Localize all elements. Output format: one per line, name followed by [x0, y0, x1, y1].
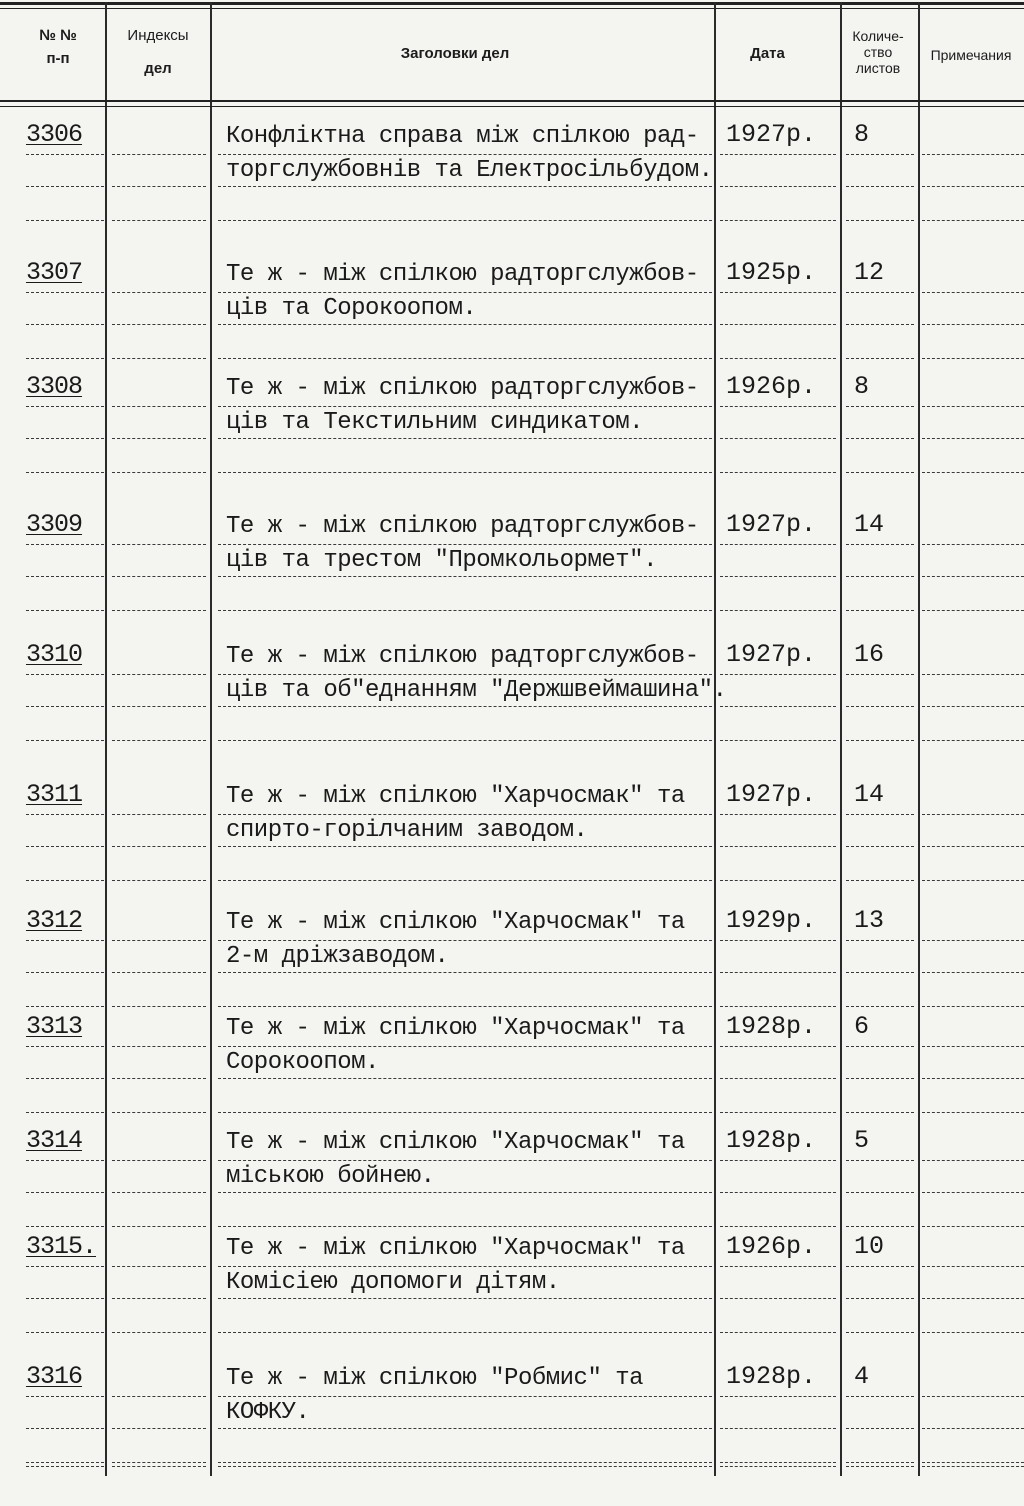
row-rule — [26, 220, 104, 222]
row-rule — [846, 1078, 914, 1080]
row-rule — [720, 220, 836, 222]
row-rule — [218, 1466, 712, 1468]
row-rule — [922, 1466, 1024, 1468]
row-rule — [720, 358, 836, 360]
row-rule — [720, 1226, 836, 1228]
row-rule — [26, 1332, 104, 1334]
row-rule — [112, 154, 206, 156]
row-rule — [26, 358, 104, 360]
row-rule — [846, 814, 914, 816]
row-rule — [922, 1160, 1024, 1162]
sheet-count: 5 — [854, 1126, 870, 1155]
row-rule — [720, 1266, 836, 1268]
case-title — [226, 510, 726, 578]
header-title: Заголовки дел — [400, 45, 510, 62]
row-rule — [846, 1266, 914, 1268]
row-rule — [112, 438, 206, 440]
row-rule — [112, 1428, 206, 1430]
row-rule — [720, 972, 836, 974]
case-title-line-2: спирто-горiлчаним заводом. — [226, 817, 588, 844]
sheet-count: 16 — [854, 640, 885, 669]
row-rule — [922, 880, 1024, 882]
case-date: 1926р. — [726, 1232, 817, 1261]
row-rule — [218, 1332, 712, 1334]
row-rule — [846, 154, 914, 156]
row-rule — [218, 1462, 712, 1464]
case-title — [226, 1362, 726, 1430]
row-rule — [922, 358, 1024, 360]
case-title — [226, 258, 726, 326]
row-rule — [922, 846, 1024, 848]
row-rule — [26, 706, 104, 708]
row-rule — [922, 1046, 1024, 1048]
case-date: 1927р. — [726, 780, 817, 809]
row-rule — [846, 406, 914, 408]
row-rule — [720, 1112, 836, 1114]
row-rule — [218, 610, 712, 612]
row-rule — [26, 610, 104, 612]
case-title-line-2: Сорокоопом. — [226, 1049, 379, 1076]
row-rule — [720, 940, 836, 942]
row-rule — [112, 740, 206, 742]
row-rule — [26, 814, 104, 816]
row-rule — [846, 472, 914, 474]
row-rule — [846, 1192, 914, 1194]
case-date: 1925р. — [726, 258, 817, 287]
row-rule — [26, 1428, 104, 1430]
case-date: 1927р. — [726, 510, 817, 539]
case-number: 3308 — [26, 372, 83, 401]
row-rule — [720, 1396, 836, 1398]
row-rule — [922, 186, 1024, 188]
row-rule — [846, 1006, 914, 1008]
row-rule — [26, 292, 104, 294]
sheet-count: 12 — [854, 258, 885, 287]
sheet-count: 8 — [854, 120, 870, 149]
row-rule — [846, 1462, 914, 1464]
row-rule — [720, 1428, 836, 1430]
case-title-line-1: Те ж - мiж спiлкою радторгслужбов- — [226, 513, 699, 540]
case-title-line-1: Те ж - мiж спiлкою радторгслужбов- — [226, 375, 699, 402]
row-rule — [720, 740, 836, 742]
row-rule — [26, 940, 104, 942]
case-title-line-2: Комiсiею допомоги дiтям. — [226, 1269, 560, 1296]
row-rule — [720, 544, 836, 546]
row-rule — [922, 674, 1024, 676]
row-rule — [720, 1466, 836, 1468]
sheet-count: 8 — [854, 372, 870, 401]
row-rule — [846, 220, 914, 222]
row-rule — [218, 220, 712, 222]
case-title-line-2: цiв та Сорокоопом. — [226, 295, 477, 322]
row-rule — [720, 1462, 836, 1464]
row-rule — [26, 186, 104, 188]
case-number: 3310 — [26, 640, 83, 669]
case-date: 1928р. — [726, 1126, 817, 1155]
row-rule — [112, 846, 206, 848]
row-rule — [112, 674, 206, 676]
row-rule — [846, 1226, 914, 1228]
row-rule — [112, 1192, 206, 1194]
row-rule — [846, 1160, 914, 1162]
row-rule — [720, 1006, 836, 1008]
header-notes: Примечания — [930, 47, 1012, 63]
row-rule — [26, 740, 104, 742]
case-number: 3316 — [26, 1362, 83, 1391]
row-rule — [218, 1112, 712, 1114]
row-rule — [112, 472, 206, 474]
sheet-count: 4 — [854, 1362, 870, 1391]
row-rule — [26, 472, 104, 474]
row-rule — [26, 1192, 104, 1194]
case-title — [226, 1012, 726, 1080]
case-title-line-1: Те ж - мiж спiлкою радторгслужбов- — [226, 643, 699, 670]
row-rule — [846, 846, 914, 848]
row-rule — [720, 154, 836, 156]
case-title — [226, 120, 726, 188]
row-rule — [922, 406, 1024, 408]
row-rule — [846, 674, 914, 676]
row-rule — [26, 406, 104, 408]
row-rule — [922, 576, 1024, 578]
row-rule — [112, 610, 206, 612]
row-rule — [26, 1396, 104, 1398]
row-rule — [922, 220, 1024, 222]
case-title-line-1: Те ж - мiж спiлкою радторгслужбов- — [226, 261, 699, 288]
row-rule — [720, 406, 836, 408]
row-rule — [720, 674, 836, 676]
row-rule — [26, 1046, 104, 1048]
case-date: 1927р. — [726, 120, 817, 149]
case-title-line-1: Конфлiктна справа мiж спiлкою рад- — [226, 123, 699, 150]
row-rule — [26, 438, 104, 440]
row-rule — [26, 1078, 104, 1080]
row-rule — [26, 1006, 104, 1008]
row-rule — [112, 1046, 206, 1048]
row-rule — [112, 972, 206, 974]
top-border — [0, 2, 1024, 5]
row-rule — [846, 880, 914, 882]
row-rule — [922, 610, 1024, 612]
row-rule — [218, 740, 712, 742]
row-rule — [112, 1298, 206, 1300]
case-date: 1928р. — [726, 1362, 817, 1391]
row-rule — [922, 1332, 1024, 1334]
row-rule — [846, 1298, 914, 1300]
header-rule-inner — [0, 106, 1024, 107]
row-rule — [26, 674, 104, 676]
case-number: 3311 — [26, 780, 83, 809]
row-rule — [26, 1226, 104, 1228]
row-rule — [846, 706, 914, 708]
case-number: 3313 — [26, 1012, 83, 1041]
row-rule — [112, 1006, 206, 1008]
row-rule — [720, 1192, 836, 1194]
row-rule — [720, 186, 836, 188]
row-rule — [922, 1298, 1024, 1300]
row-rule — [26, 1462, 104, 1464]
case-title-line-1: Те ж - мiж спiлкою "Харчосмак" та — [226, 909, 685, 936]
row-rule — [846, 1332, 914, 1334]
row-rule — [846, 292, 914, 294]
case-number: 3312 — [26, 906, 83, 935]
row-rule — [922, 1192, 1024, 1194]
row-rule — [922, 814, 1024, 816]
row-rule — [112, 1266, 206, 1268]
row-rule — [112, 1112, 206, 1114]
case-title-line-1: Те ж - мiж спiлкою "Харчосмак" та — [226, 1235, 685, 1262]
row-rule — [112, 576, 206, 578]
row-rule — [922, 706, 1024, 708]
row-rule — [218, 472, 712, 474]
row-rule — [922, 292, 1024, 294]
row-rule — [720, 1332, 836, 1334]
case-number: 3309 — [26, 510, 83, 539]
row-rule — [720, 1298, 836, 1300]
row-rule — [922, 1462, 1024, 1464]
row-rule — [846, 186, 914, 188]
case-number: 3307 — [26, 258, 83, 287]
row-rule — [26, 1298, 104, 1300]
row-rule — [112, 1078, 206, 1080]
case-title-line-2: мiською бойнею. — [226, 1163, 435, 1190]
case-title — [226, 640, 726, 708]
col-divider-2 — [210, 2, 212, 1476]
row-rule — [720, 576, 836, 578]
header-index: Индексы дел — [127, 27, 189, 77]
case-title-line-1: Те ж - мiж спiлкою "Харчосмак" та — [226, 1015, 685, 1042]
row-rule — [26, 1466, 104, 1468]
row-rule — [720, 1160, 836, 1162]
row-rule — [720, 814, 836, 816]
row-rule — [846, 1466, 914, 1468]
row-rule — [112, 1462, 206, 1464]
row-rule — [922, 438, 1024, 440]
row-rule — [26, 1112, 104, 1114]
row-rule — [26, 324, 104, 326]
header-rule — [0, 100, 1024, 102]
case-title-line-2: цiв та об"еднанням "Держшвеймашина". — [226, 677, 727, 704]
row-rule — [218, 1006, 712, 1008]
case-title-line-2: цiв та Текстильним синдикатом. — [226, 409, 644, 436]
row-rule — [846, 1112, 914, 1114]
row-rule — [846, 544, 914, 546]
row-rule — [112, 544, 206, 546]
case-title — [226, 1126, 726, 1194]
case-title-line-1: Те ж - мiж спiлкою "Харчосмак" та — [226, 1129, 685, 1156]
sheet-count: 14 — [854, 780, 885, 809]
row-rule — [922, 154, 1024, 156]
row-rule — [26, 154, 104, 156]
row-rule — [112, 1332, 206, 1334]
row-rule — [112, 1226, 206, 1228]
case-title-line-2: 2-м дрiжзаводом. — [226, 943, 449, 970]
case-number: 3314 — [26, 1126, 83, 1155]
row-rule — [26, 972, 104, 974]
row-rule — [218, 880, 712, 882]
row-rule — [26, 1266, 104, 1268]
row-rule — [720, 1046, 836, 1048]
case-title-line-2: КОФКУ. — [226, 1399, 310, 1426]
sheet-count: 6 — [854, 1012, 870, 1041]
row-rule — [112, 220, 206, 222]
sheet-count: 13 — [854, 906, 885, 935]
case-title — [226, 780, 726, 848]
row-rule — [720, 472, 836, 474]
case-title-line-1: Те ж - мiж спiлкою "Робмис" та — [226, 1365, 644, 1392]
row-rule — [846, 972, 914, 974]
row-rule — [922, 940, 1024, 942]
case-date: 1928р. — [726, 1012, 817, 1041]
row-rule — [846, 1428, 914, 1430]
row-rule — [720, 880, 836, 882]
case-date: 1927р. — [726, 640, 817, 669]
sheet-count: 10 — [854, 1232, 885, 1261]
row-rule — [112, 186, 206, 188]
row-rule — [112, 814, 206, 816]
row-rule — [846, 358, 914, 360]
row-rule — [112, 292, 206, 294]
row-rule — [112, 406, 206, 408]
row-rule — [922, 1266, 1024, 1268]
row-rule — [112, 706, 206, 708]
row-rule — [922, 1112, 1024, 1114]
row-rule — [846, 1396, 914, 1398]
row-rule — [922, 324, 1024, 326]
row-rule — [720, 292, 836, 294]
case-title-line-2: торгслужбовнiв та Електросiльбудом. — [226, 157, 713, 184]
row-rule — [922, 544, 1024, 546]
row-rule — [846, 576, 914, 578]
row-rule — [218, 1226, 712, 1228]
case-title — [226, 906, 726, 974]
row-rule — [112, 1160, 206, 1162]
case-number: 3315. — [26, 1232, 97, 1261]
row-rule — [218, 358, 712, 360]
row-rule — [846, 610, 914, 612]
header-date: Дата — [750, 45, 785, 62]
row-rule — [26, 846, 104, 848]
row-rule — [720, 324, 836, 326]
header-num: № № п-п — [39, 27, 77, 67]
row-rule — [112, 880, 206, 882]
row-rule — [112, 324, 206, 326]
row-rule — [846, 324, 914, 326]
case-title — [226, 1232, 726, 1300]
col-divider-5 — [918, 2, 920, 1476]
row-rule — [112, 358, 206, 360]
header-sheet-count: Количе- ство листов — [852, 28, 904, 76]
row-rule — [26, 1160, 104, 1162]
row-rule — [26, 576, 104, 578]
row-rule — [112, 1396, 206, 1398]
row-rule — [922, 972, 1024, 974]
row-rule — [26, 880, 104, 882]
row-rule — [720, 706, 836, 708]
sheet-count: 14 — [854, 510, 885, 539]
row-rule — [720, 438, 836, 440]
case-number: 3306 — [26, 120, 83, 149]
row-rule — [922, 740, 1024, 742]
row-rule — [922, 472, 1024, 474]
row-rule — [846, 1046, 914, 1048]
row-rule — [26, 544, 104, 546]
row-rule — [922, 1396, 1024, 1398]
row-rule — [922, 1428, 1024, 1430]
row-rule — [846, 438, 914, 440]
row-rule — [922, 1226, 1024, 1228]
case-title — [226, 372, 726, 440]
case-date: 1929р. — [726, 906, 817, 935]
top-border-inner — [0, 8, 1024, 9]
case-title-line-1: Те ж - мiж спiлкою "Харчосмак" та — [226, 783, 685, 810]
col-divider-4 — [840, 2, 842, 1476]
row-rule — [720, 846, 836, 848]
case-date: 1926р. — [726, 372, 817, 401]
row-rule — [720, 1078, 836, 1080]
row-rule — [846, 740, 914, 742]
row-rule — [846, 940, 914, 942]
row-rule — [922, 1006, 1024, 1008]
row-rule — [112, 940, 206, 942]
row-rule — [112, 1466, 206, 1468]
case-title-line-2: цiв та трестом "Промкольормет". — [226, 547, 657, 574]
row-rule — [720, 610, 836, 612]
row-rule — [922, 1078, 1024, 1080]
